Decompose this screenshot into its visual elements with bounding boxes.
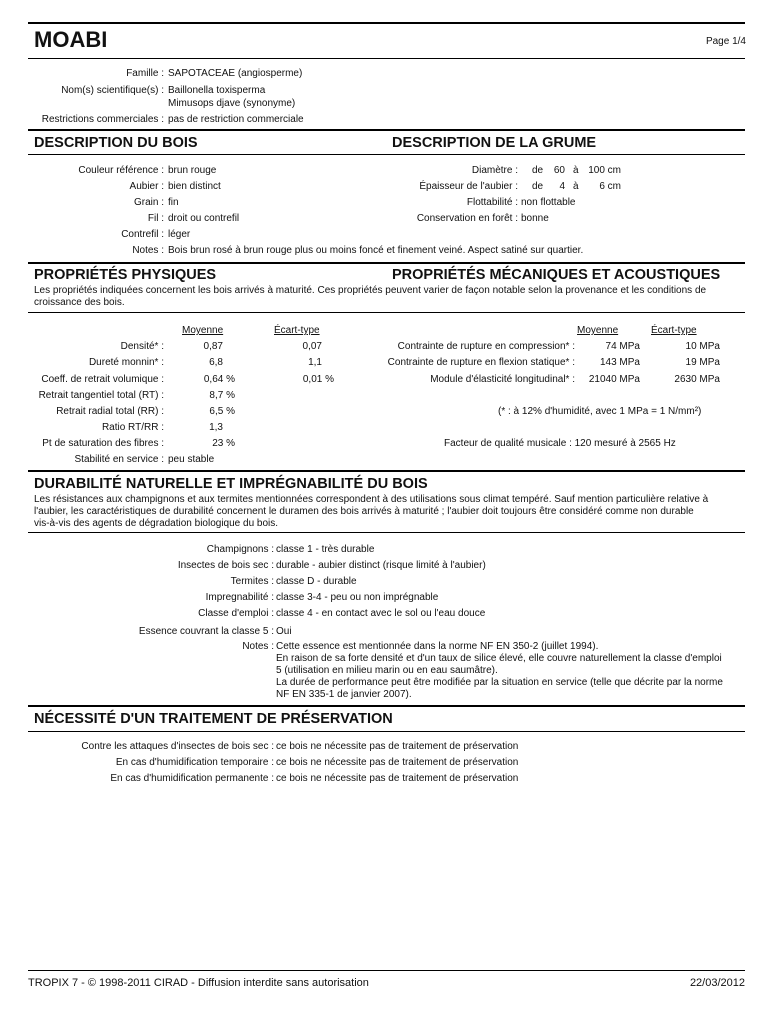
retrait-rad-label: Retrait radial total (RR) : bbox=[56, 406, 164, 417]
conservation-value: bonne bbox=[521, 213, 549, 224]
scientific-name-label: Nom(s) scientifique(s) : bbox=[61, 85, 164, 96]
physique-rule bbox=[28, 262, 745, 264]
ratio-moy: 1,3 bbox=[209, 422, 223, 433]
restrictions-label: Restrictions commerciales : bbox=[41, 114, 164, 125]
durete-label: Dureté monnin* : bbox=[88, 357, 164, 368]
termites-value: classe D - durable bbox=[276, 576, 357, 587]
durabilite-intro-line2: l'aubier, les caractéristiques de durabilité concernent le duramen des bois arrivés à maturité ; l'aubier doit toujours être considéré comme non durable bbox=[34, 506, 694, 517]
diametre-de: de bbox=[532, 165, 544, 176]
diametre-a: à bbox=[573, 165, 579, 176]
compression-moy: 74 MPa bbox=[605, 341, 640, 352]
famille-label: Famille : bbox=[126, 68, 164, 79]
termites-label: Termites : bbox=[230, 576, 274, 587]
epaisseur-min: 4 bbox=[559, 181, 565, 192]
durete-moy: 6,8 bbox=[209, 357, 223, 368]
desc-grume-heading: DESCRIPTION DE LA GRUME bbox=[392, 135, 597, 151]
durabilite-heading: DURABILITÉ NATURELLE ET IMPRÉGNABILITÉ DU BOIS bbox=[34, 476, 428, 492]
grain-label: Grain : bbox=[133, 197, 164, 208]
champignons-value: classe 1 - très durable bbox=[276, 544, 375, 555]
retrait-vol-ecart: 0,01 % bbox=[302, 374, 334, 385]
physique-intro-line2: croissance des bois. bbox=[34, 297, 125, 308]
densite-label: Densité* : bbox=[120, 341, 164, 352]
col-ecart: Écart-type bbox=[274, 325, 320, 336]
contrefil-label: Contrefil : bbox=[121, 229, 164, 240]
insectes-value: durable - aubier distinct (risque limité à l'aubier) bbox=[276, 560, 486, 571]
traitement-permanente-value: ce bois ne nécessite pas de traitement de préservation bbox=[276, 773, 519, 784]
durabilite-notes-line3: 5 (utilisation en milieu marin ou en eau saumâtre). bbox=[276, 665, 498, 676]
epaisseur-de: de bbox=[532, 181, 544, 192]
flottabilite-value: non flottable bbox=[521, 197, 576, 208]
physique-heading: PROPRIÉTÉS PHYSIQUES bbox=[34, 267, 217, 283]
durete-ecart: 1,1 bbox=[308, 357, 322, 368]
col-moyenne: Moyenne bbox=[182, 325, 224, 336]
traitement-temporaire-value: ce bois ne nécessite pas de traitement de préservation bbox=[276, 757, 519, 768]
traitement-temporaire-label: En cas d'humidification temporaire : bbox=[115, 757, 274, 768]
epaisseur-max: 6 cm bbox=[599, 181, 621, 192]
footer-rule bbox=[28, 970, 745, 971]
epaisseur-a: à bbox=[573, 181, 579, 192]
classe5-value: Oui bbox=[276, 626, 292, 637]
compression-ecart: 10 MPa bbox=[685, 341, 720, 352]
physique-intro-line1: Les propriétés indiquées concernent les bois arrivés à maturité. Ces propriétés peuvent varier de façon notable selon la provenance et les conditions de bbox=[34, 285, 707, 296]
scientific-name-value: Baillonella toxisperma bbox=[168, 85, 266, 96]
durabilite-notes-line5: NF EN 335-1 de janvier 2007). bbox=[276, 689, 412, 700]
aubier-label: Aubier : bbox=[129, 181, 164, 192]
retrait-tang-label: Retrait tangentiel total (RT) : bbox=[38, 390, 164, 401]
classe-emploi-value: classe 4 - en contact avec le sol ou l'eau douce bbox=[276, 608, 486, 619]
physique-underline bbox=[28, 312, 745, 313]
desc-bois-heading: DESCRIPTION DU BOIS bbox=[34, 135, 198, 151]
durabilite-notes-line4: La durée de performance peut être modifiée par la situation en service (telle que décrite par la norme bbox=[276, 677, 723, 688]
fil-value: droit ou contrefil bbox=[168, 213, 240, 224]
epaisseur-aubier-label: Épaisseur de l'aubier : bbox=[419, 181, 518, 192]
traitement-rule bbox=[28, 705, 745, 707]
diametre-label: Diamètre : bbox=[471, 165, 518, 176]
elasticite-ecart: 2630 MPa bbox=[674, 374, 720, 385]
flexion-moy: 143 MPa bbox=[599, 357, 640, 368]
impregnabilite-value: classe 3-4 - peu ou non imprégnable bbox=[276, 592, 439, 603]
retrait-vol-moy: 0,64 % bbox=[203, 374, 235, 385]
col-ecart-meca: Écart-type bbox=[651, 325, 697, 336]
durabilite-intro-line1: Les résistances aux champignons et aux termites mentionnées correspondent à des utilisations sous climat tempéré. Sauf mention particulière relative à bbox=[34, 494, 709, 505]
insectes-label: Insectes de bois sec : bbox=[177, 560, 274, 571]
mecanique-heading: PROPRIÉTÉS MÉCANIQUES ET ACOUSTIQUES bbox=[392, 267, 721, 283]
col-moyenne-meca: Moyenne bbox=[577, 325, 619, 336]
traitement-heading: NÉCESSITÉ D'UN TRAITEMENT DE PRÉSERVATION bbox=[34, 711, 393, 727]
diametre-max: 100 cm bbox=[588, 165, 621, 176]
retrait-rad-moy: 6,5 % bbox=[209, 406, 235, 417]
saturation-label: Pt de saturation des fibres : bbox=[42, 438, 164, 449]
top-rule bbox=[28, 22, 745, 24]
conservation-label: Conservation en forêt : bbox=[416, 213, 518, 224]
traitement-insectes-label: Contre les attaques d'insectes de bois sec : bbox=[81, 741, 274, 752]
saturation-moy: 23 % bbox=[212, 438, 235, 449]
durabilite-rule bbox=[28, 470, 745, 472]
stabilite-value: peu stable bbox=[168, 454, 215, 465]
flexion-ecart: 19 MPa bbox=[685, 357, 720, 368]
footnote: (* : à 12% d'humidité, avec 1 MPa = 1 N/mm²) bbox=[498, 406, 702, 417]
durabilite-notes-line1: Cette essence est mentionnée dans la norme NF EN 350-2 (juillet 1994). bbox=[276, 641, 599, 652]
desc-underline bbox=[28, 154, 745, 155]
compression-label: Contrainte de rupture en compression* : bbox=[397, 341, 575, 352]
elasticite-label: Module d'élasticité longitudinal* : bbox=[430, 374, 575, 385]
page-title: MOABI bbox=[34, 27, 108, 52]
retrait-vol-label: Coeff. de retrait volumique : bbox=[41, 374, 164, 385]
grain-value: fin bbox=[168, 197, 179, 208]
desc-rule bbox=[28, 129, 745, 131]
couleur-label: Couleur référence : bbox=[78, 165, 164, 176]
flexion-label: Contrainte de rupture en flexion statique* : bbox=[387, 357, 575, 368]
traitement-underline bbox=[28, 731, 745, 732]
densite-ecart: 0,07 bbox=[302, 341, 322, 352]
scientific-name-synonym: Mimusops djave (synonyme) bbox=[168, 98, 296, 109]
page-number: Page 1/4 bbox=[705, 36, 746, 47]
footer-copyright: TROPIX 7 - © 1998-2011 CIRAD - Diffusion interdite sans autorisation bbox=[28, 977, 369, 989]
durabilite-underline bbox=[28, 532, 745, 533]
aubier-value: bien distinct bbox=[168, 181, 221, 192]
densite-moy: 0,87 bbox=[203, 341, 223, 352]
durabilite-intro-line3: vis-à-vis des agents de dégradation biologique du bois. bbox=[34, 518, 279, 529]
durabilite-notes-line2: En raison de sa forte densité et d'un taux de silice élevé, elle couvre naturellement la classe d'emploi bbox=[276, 653, 722, 664]
notes-value: Bois brun rosé à brun rouge plus ou moins foncé et finement veiné. Aspect satiné sur quartier. bbox=[168, 245, 584, 256]
traitement-permanente-label: En cas d'humidification permanente : bbox=[110, 773, 274, 784]
ratio-label: Ratio RT/RR : bbox=[101, 422, 164, 433]
traitement-insectes-value: ce bois ne nécessite pas de traitement de préservation bbox=[276, 741, 519, 752]
couleur-value: brun rouge bbox=[168, 165, 217, 176]
classe5-label: Essence couvrant la classe 5 : bbox=[138, 626, 274, 637]
stabilite-label: Stabilité en service : bbox=[74, 454, 164, 465]
famille-value: SAPOTACEAE (angiosperme) bbox=[168, 68, 303, 79]
champignons-label: Champignons : bbox=[206, 544, 274, 555]
classe-emploi-label: Classe d'emploi : bbox=[198, 608, 274, 619]
contrefil-value: léger bbox=[168, 229, 191, 240]
notes-label: Notes : bbox=[132, 245, 164, 256]
fil-label: Fil : bbox=[147, 213, 164, 224]
diametre-min: 60 bbox=[553, 165, 565, 176]
durabilite-notes-label: Notes : bbox=[242, 641, 274, 652]
header-rule bbox=[28, 58, 745, 59]
impregnabilite-label: Impregnabilité : bbox=[205, 592, 274, 603]
retrait-tang-moy: 8,7 % bbox=[209, 390, 235, 401]
flottabilite-label: Flottabilité : bbox=[466, 197, 518, 208]
footer-date: 22/03/2012 bbox=[689, 977, 745, 989]
restrictions-value: pas de restriction commerciale bbox=[168, 114, 304, 125]
elasticite-moy: 21040 MPa bbox=[588, 374, 640, 385]
facteur-musique: Facteur de qualité musicale : 120 mesuré à 2565 Hz bbox=[444, 438, 676, 449]
